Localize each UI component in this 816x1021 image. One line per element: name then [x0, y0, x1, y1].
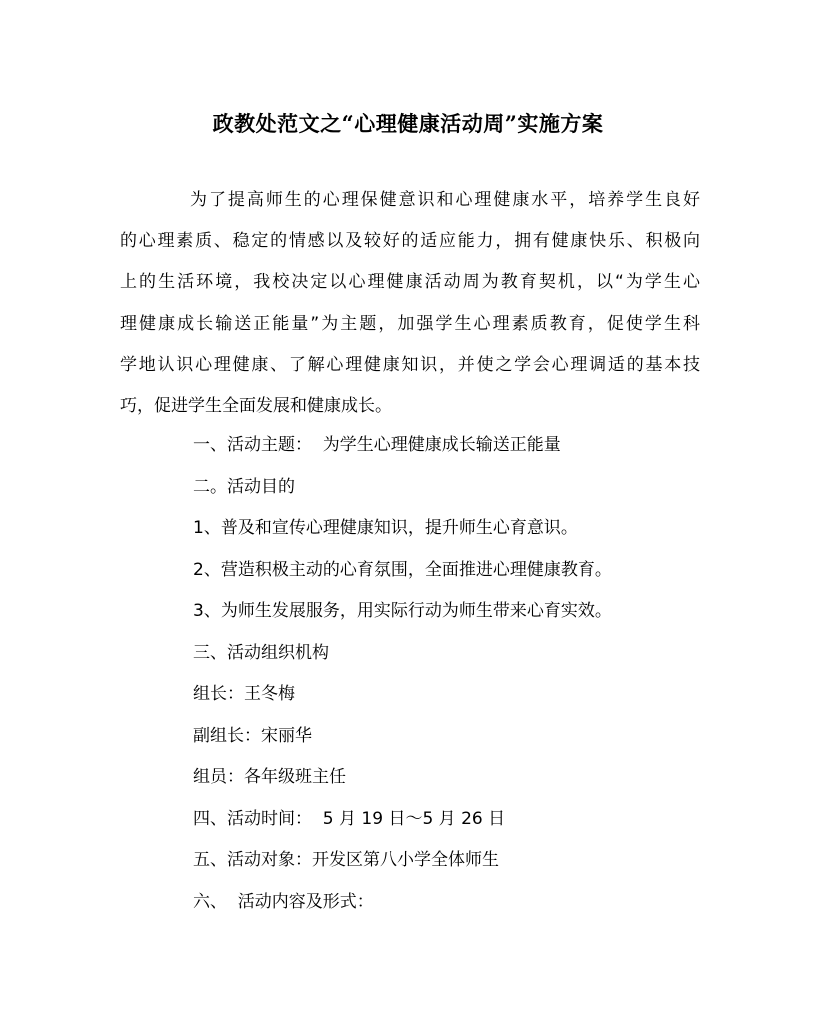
- purpose-item: 3、为师生发展服务，用实际行动为师生带来心育实效。: [193, 601, 612, 621]
- purpose-item: 2、营造积极主动的心育氛围，全面推进心理健康教育。: [193, 559, 612, 580]
- plan-items-list: [193, 425, 753, 923]
- intro-line: 为了提高师生的心理保健意识和心理健康水平，培养学生良好: [190, 190, 700, 210]
- section-heading-theme: 一、活动主题： 为学生心理健康成长输送正能量: [193, 435, 561, 455]
- intro-line: 上的生活环境，我校决定以心理健康活动周为教育契机，以“为学生心: [120, 272, 700, 293]
- intro-line: 巧，促进学生全面发展和健康成长。: [120, 395, 392, 416]
- section-heading-organization: 三、活动组织机构: [193, 642, 329, 663]
- intro-line: 学地认识心理健康、了解心理健康知识，并使之学会心理调适的基本技: [120, 354, 700, 375]
- section-heading-time: 四、活动时间： 5 月 19 日～5 月 26 日: [193, 808, 506, 829]
- intro-paragraph: [120, 180, 700, 427]
- document-title: 政教处范文之“心理健康活动周”实施方案: [212, 111, 604, 136]
- section-heading-content: 六、 活动内容及形式：: [193, 891, 374, 912]
- organization-members: 组员：各年级班主任: [193, 767, 346, 787]
- section-heading-purpose: 二。活动目的: [193, 476, 295, 497]
- organization-deputy-leader: 副组长：宋丽华: [193, 725, 312, 746]
- intro-line: 的心理素质、稳定的情感以及较好的适应能力，拥有健康快乐、积极向: [120, 231, 700, 252]
- section-heading-participants: 五、活动对象：开发区第八小学全体师生: [193, 850, 499, 870]
- purpose-item: 1、普及和宣传心理健康知识，提升师生心育意识。: [193, 518, 578, 538]
- intro-line: 理健康成长输送正能量”为主题，加强学生心理素质教育，促使学生科: [120, 313, 700, 334]
- organization-leader: 组长：王冬梅: [193, 684, 295, 704]
